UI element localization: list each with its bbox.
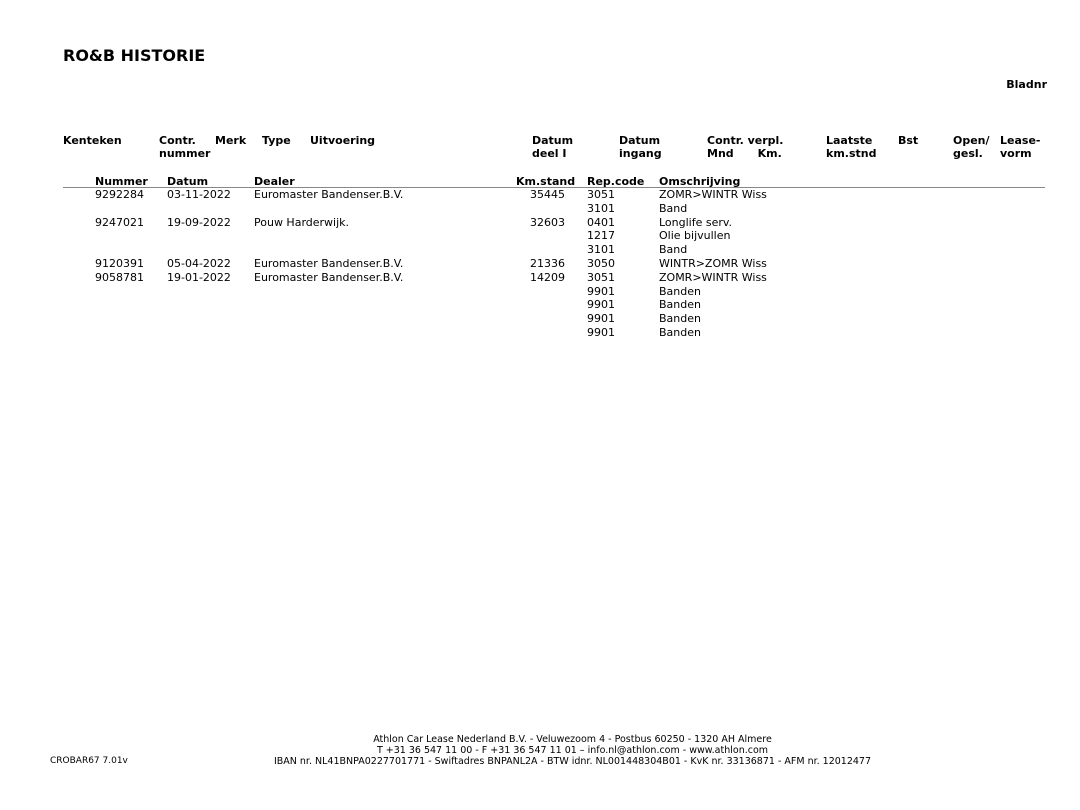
header-bst: Bst (898, 134, 919, 147)
header-laatste-kmstnd (826, 134, 876, 160)
header-open: Open/ (953, 134, 990, 147)
footer-line-1: Athlon Car Lease Nederland B.V. - Veluwezoom 4 - Postbus 60250 - 1320 AH Almere (373, 734, 772, 745)
cell-omschrijving: Olie bijvullen (659, 229, 731, 243)
cell-dealer: Euromaster Bandenser.B.V. (254, 257, 404, 270)
cell-omschrijving: Banden (659, 284, 701, 298)
footer-line-3: IBAN nr. NL41BNPA0227701771 - Swiftadres BNPANL2A - BTW idnr. NL001448304B01 - KvK nr. 33136871 - AFM nr. 12012477 (273, 756, 872, 767)
cell-dealer: Euromaster Bandenser.B.V. (254, 270, 404, 284)
bladnr-label: Bladnr (1006, 78, 1047, 91)
header-kenteken: Kenteken (63, 134, 122, 147)
header-type: Type (262, 134, 291, 147)
header-kmstnd: km.stnd (826, 147, 877, 160)
col-dealer: Dealer (254, 175, 295, 188)
cell-dealer: Pouw Harderwijk. (254, 215, 350, 229)
cell-nummer: 9292284 (95, 188, 144, 201)
cell-repcode: 9901 (587, 298, 615, 312)
header-laatste: Laatste (826, 134, 873, 147)
header-contr-verpl-line1: Contr. verpl. (707, 134, 784, 147)
col-nummer: Nummer (95, 175, 148, 188)
cell-nummer: 9120391 (95, 257, 144, 270)
header-datum-ingang-line2: ingang (619, 147, 662, 160)
col-kmstand: Km.stand (516, 175, 576, 188)
header-datum-ingang-line1: Datum (619, 134, 661, 147)
header-merk: Merk (215, 134, 247, 147)
header-contr (159, 134, 210, 160)
cell-repcode: 3101 (587, 201, 615, 215)
cell-omschrijving: Banden (659, 312, 701, 326)
cell-kmstand: 21336 (530, 257, 565, 270)
cell-repcode: 9901 (587, 312, 615, 326)
page-title: RO&B HISTORIE (63, 46, 206, 65)
cell-kmstand: 35445 (530, 188, 565, 201)
col-omschrijving: Omschrijving (659, 175, 741, 188)
cell-datum: 19-09-2022 (167, 215, 231, 229)
cell-omschrijving: ZOMR>WINTR Wiss (659, 188, 767, 201)
header-datum-deel1 (532, 134, 573, 160)
cell-datum: 05-04-2022 (167, 257, 231, 270)
cell-omschrijving: ZOMR>WINTR Wiss (659, 270, 767, 284)
cell-repcode: 3051 (587, 270, 615, 284)
header-leasevorm (1000, 134, 1040, 160)
cell-datum: 03-11-2022 (167, 188, 231, 201)
cell-omschrijving: Banden (659, 326, 701, 339)
header-vorm: vorm (1000, 147, 1032, 160)
header-datum-ingang (619, 134, 662, 160)
col-repcode: Rep.code (587, 175, 645, 188)
cell-omschrijving: Band (659, 243, 688, 257)
header-datum-deel1-line2: deel I (532, 147, 567, 160)
cell-repcode: 3101 (587, 243, 615, 257)
cell-kmstand: 32603 (530, 215, 565, 229)
header-contr-verpl (707, 134, 783, 160)
cell-kmstand: 14209 (530, 270, 565, 284)
col-datum: Datum (167, 175, 209, 188)
cell-nummer: 9247021 (95, 215, 144, 229)
header-gesl: gesl. (953, 147, 983, 160)
cell-omschrijving: Banden (659, 298, 701, 312)
cell-datum: 19-01-2022 (167, 270, 231, 284)
cell-repcode: 3051 (587, 188, 615, 201)
cell-repcode: 3050 (587, 257, 615, 270)
cell-dealer: Euromaster Bandenser.B.V. (254, 188, 404, 201)
cell-omschrijving: Longlife serv. (659, 215, 733, 229)
header-uitvoering: Uitvoering (310, 134, 376, 147)
cell-nummer: 9058781 (95, 270, 144, 284)
header-open-gesl (953, 134, 990, 160)
header-contr-verpl-line2 (707, 147, 783, 160)
footer-line-2: T +31 36 547 11 00 - F +31 36 547 11 01 – info.nl@athlon.com - www.athlon.com (376, 745, 769, 756)
header-mnd: Mnd (707, 147, 734, 160)
header-datum-deel1-line1: Datum (532, 134, 574, 147)
header-km: Km. (757, 147, 782, 160)
header-contr-line2: nummer (159, 147, 211, 160)
cell-repcode: 9901 (587, 284, 615, 298)
cell-omschrijving: Band (659, 201, 688, 215)
cell-omschrijving: WINTR>ZOMR Wiss (659, 257, 767, 270)
version-label: CROBAR67 7.01v (50, 756, 128, 766)
cell-repcode: 9901 (587, 326, 615, 339)
header-lease: Lease- (1000, 134, 1041, 147)
header-contr-line1: Contr. (159, 134, 196, 147)
cell-repcode: 0401 (587, 215, 615, 229)
cell-repcode: 1217 (587, 229, 615, 243)
